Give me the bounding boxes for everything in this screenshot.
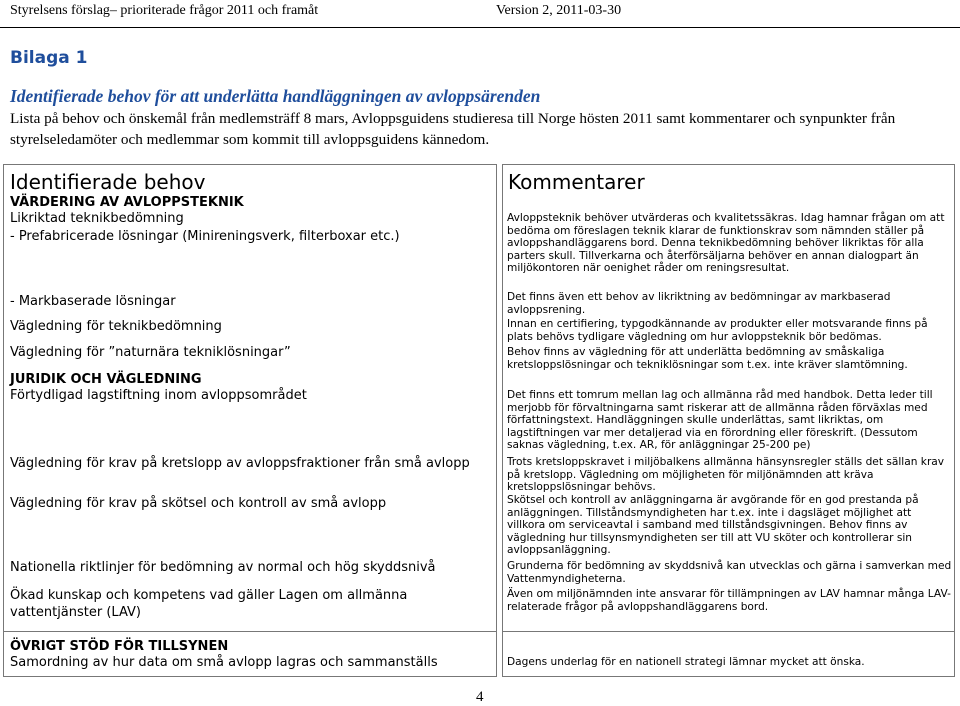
need-item: Likriktad teknikbedömning bbox=[10, 211, 184, 226]
need-item: Samordning av hur data om små avlopp lagras och sammanställs bbox=[10, 655, 438, 670]
needs-title: Identifierade behov bbox=[10, 170, 206, 194]
row-divider bbox=[4, 631, 496, 632]
need-item: Ökad kunskap och kompetens vad gäller Lagen om allmänna bbox=[10, 588, 408, 603]
need-item: Vägledning för krav på kretslopp av avloppsfraktioner från små avlopp bbox=[10, 456, 470, 471]
comment-text: Dagens underlag för en nationell strategi lämnar mycket att önska. bbox=[507, 656, 865, 668]
section-technology: VÄRDERING AV AVLOPPSTEKNIK bbox=[10, 195, 244, 210]
header-title: Styrelsens förslag– prioriterade frågor 2011 och framåt bbox=[10, 3, 319, 18]
need-item: Nationella riktlinjer för bedömning av normal och hög skyddsnivå bbox=[10, 560, 436, 575]
document-heading: Identifierade behov för att underlätta handläggningen av avloppsärenden bbox=[10, 86, 541, 106]
section-legal: JURIDIK OCH VÄGLEDNING bbox=[10, 372, 202, 387]
comment-text: Även om miljönämnden inte ansvarar för tillämpningen av LAV hamnar många LAV-relaterade frågor på avloppshandläggarens bord. bbox=[507, 588, 951, 613]
need-item: - Markbaserade lösningar bbox=[10, 294, 176, 309]
comments-title: Kommentarer bbox=[508, 170, 645, 194]
page-header bbox=[0, 0, 960, 28]
row-divider bbox=[503, 631, 954, 632]
comment-text: Avloppsteknik behöver utvärderas och kvalitetssäkras. Idag hamnar frågan om att bedöma om föreslagen teknik klarar de funktionskrav som nämnden ställer på avloppshandläggarens bord. Denna teknikbedömning behöver likriktas för alla parters skull. Tillverkarna och återförsäljarna behöver en annan dialogpart än miljökontoren när oenighet råder om reningsresultat. bbox=[507, 212, 945, 274]
intro-paragraph: Lista på behov och önskemål från medlemsträff 8 mars, Avloppsguidens studieresa till Norge hösten 2011 samt kommentarer och synpunkter från styrelseledamöter och medlemmar som kommit till avloppsguidens kännedom. bbox=[10, 110, 896, 148]
section-support: ÖVRIGT STÖD FÖR TILLSYNEN bbox=[10, 639, 229, 654]
need-item: - Prefabricerade lösningar (Minireningsverk, filterboxar etc.) bbox=[10, 229, 400, 244]
need-item: Förtydligad lagstiftning inom avloppsområdet bbox=[10, 388, 307, 403]
comment-text: Grunderna för bedömning av skyddsnivå kan utvecklas och gärna i samverkan med Vattenmyndigheterna. bbox=[507, 560, 952, 585]
comment-text: Det finns ett tomrum mellan lag och allmänna råd med handbok. Detta leder till merjobb för förvaltningarna samt riskerar att de allmänna råden förväxlas med författningstext. Handläggningen skulle underlättas, samt likriktas, om lagstiftningen var mer detaljerad via en förordning eller föreskrift. (Dessutom saknas vägledning, t.ex. AR, för anläggningar 25-200 pe) bbox=[507, 389, 933, 451]
comment-text: Det finns även ett behov av likriktning av bedömningar av markbaserad avloppsrening. bbox=[507, 291, 891, 316]
comment-text: Trots kretsloppskravet i miljöbalkens allmänna hänsynsregler ställs det sällan krav på kretslopp. Vägledning om möjligheten för miljönämnden att kräva kretsloppslösningar behövs. bbox=[507, 456, 945, 493]
header-version: Version 2, 2011-03-30 bbox=[496, 3, 622, 18]
need-item: Vägledning för ”naturnära tekniklösningar” bbox=[10, 345, 291, 360]
comment-text: Behov finns av vägledning för att underlätta bedömning av småskaliga kretsloppslösningar och tekniklösningar som t.ex. inte kräver slamtömning. bbox=[507, 346, 908, 371]
appendix-label: Bilaga 1 bbox=[10, 48, 88, 68]
page-number: 4 bbox=[476, 689, 484, 705]
comment-text: Skötsel och kontroll av anläggningarna är avgörande för en god prestanda på anläggningen. Tillståndsmyndigheten har t.ex. inte i dagsläget möjlighet att villkora om serviceavtal i samband med tillståndsgivningen. Behov finns av vägledning hur tillsynsmyndigheten ser till att VU sköter och kontrollerar sin avloppsanläggning. bbox=[507, 494, 919, 556]
needs-column bbox=[3, 164, 497, 677]
comments-column bbox=[502, 164, 955, 677]
need-item: vattentjänster (LAV) bbox=[10, 605, 141, 620]
need-item: Vägledning för teknikbedömning bbox=[10, 319, 222, 334]
need-item: Vägledning för krav på skötsel och kontroll av små avlopp bbox=[10, 496, 387, 511]
comment-text: Innan en certifiering, typgodkännande av produkter eller motsvarande finns på plats behövs tydligare vägledning om hur avloppsteknik bör bedömas. bbox=[507, 318, 928, 343]
